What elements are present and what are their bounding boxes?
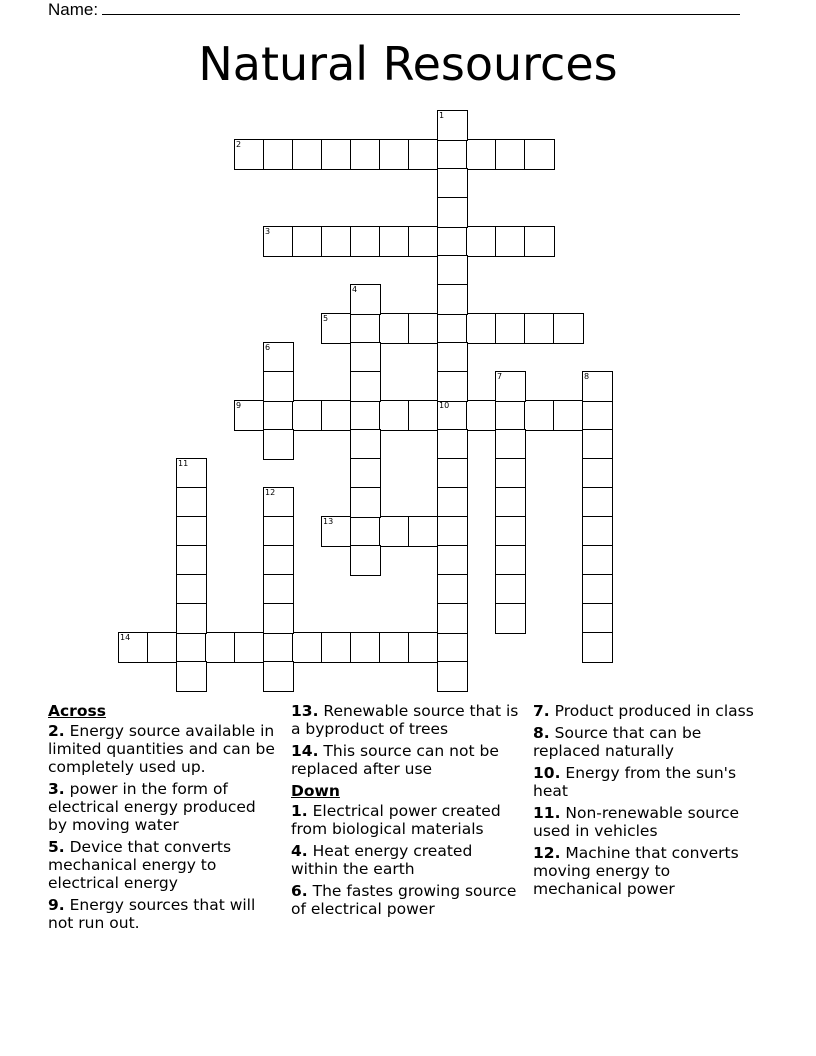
grid-cell[interactable]: [176, 632, 207, 663]
clue-number: 12.: [533, 844, 561, 862]
grid-cell[interactable]: [582, 603, 613, 634]
grid-cell[interactable]: [437, 342, 468, 373]
clue-number-label: 8: [584, 372, 590, 381]
grid-cell[interactable]: [495, 313, 526, 344]
grid-cell[interactable]: [350, 632, 381, 663]
grid-cell[interactable]: [437, 574, 468, 605]
grid-cell[interactable]: [495, 400, 526, 431]
grid-cell[interactable]: [437, 197, 468, 228]
clue-column-3: [533, 702, 763, 902]
grid-cell[interactable]: [379, 139, 410, 170]
clue-number: 10.: [533, 764, 561, 782]
clue-number-label: 9: [236, 401, 242, 410]
grid-cell[interactable]: [437, 168, 468, 199]
grid-cell[interactable]: [350, 400, 381, 431]
clue-number: 11.: [533, 804, 561, 822]
grid-cell[interactable]: [350, 313, 381, 344]
clue-text: This source can not be replaced after use: [291, 742, 499, 778]
grid-cell[interactable]: [437, 139, 468, 170]
clue-text: Non-renewable source used in vehicles: [533, 804, 740, 840]
clue-down-1: [291, 802, 521, 838]
grid-cell[interactable]: [495, 516, 526, 547]
clue-number-label: 7: [497, 372, 503, 381]
clue-number-label: 11: [178, 459, 189, 468]
grid-cell[interactable]: [263, 574, 294, 605]
grid-cell[interactable]: [176, 545, 207, 576]
clue-text: Machine that converts moving energy to mechanical power: [533, 844, 739, 898]
grid-cell[interactable]: [263, 400, 294, 431]
clue-number-label: 14: [120, 633, 131, 642]
grid-cell[interactable]: [437, 313, 468, 344]
clue-number: 3.: [48, 780, 65, 798]
grid-cell[interactable]: [350, 371, 381, 402]
grid-cell[interactable]: [495, 545, 526, 576]
grid-cell[interactable]: [176, 574, 207, 605]
clue-across-9: [48, 896, 278, 932]
clue-number-label: 4: [352, 285, 358, 294]
grid-cell[interactable]: [205, 632, 236, 663]
grid-cell[interactable]: [321, 139, 352, 170]
grid-cell[interactable]: [321, 226, 352, 257]
across-heading: Across: [48, 702, 106, 720]
grid-cell[interactable]: [292, 400, 323, 431]
grid-cell[interactable]: [582, 632, 613, 663]
clue-text: Product produced in class: [554, 702, 754, 720]
clue-number: 8.: [533, 724, 550, 742]
down-heading: Down: [291, 782, 340, 800]
grid-cell[interactable]: [495, 487, 526, 518]
grid-cell[interactable]: [379, 313, 410, 344]
clue-text: power in the form of electrical energy produced by moving water: [48, 780, 256, 834]
grid-cell[interactable]: [466, 400, 497, 431]
grid-cell[interactable]: [408, 313, 439, 344]
grid-cell[interactable]: [553, 313, 584, 344]
grid-cell[interactable]: [292, 226, 323, 257]
grid-cell[interactable]: [495, 429, 526, 460]
grid-cell[interactable]: [321, 400, 352, 431]
clue-across-14: [291, 742, 521, 778]
grid-cell[interactable]: [495, 139, 526, 170]
grid-cell[interactable]: [524, 139, 555, 170]
clue-text: Source that can be replaced naturally: [533, 724, 702, 760]
grid-cell[interactable]: [350, 139, 381, 170]
clue-text: Energy source available in limited quantities and can be completely used up.: [48, 722, 275, 776]
clue-number: 4.: [291, 842, 308, 860]
grid-cell[interactable]: [292, 139, 323, 170]
clue-number-label: 13: [323, 517, 334, 526]
clue-down-7: [533, 702, 763, 720]
grid-cell[interactable]: [350, 342, 381, 373]
grid-cell[interactable]: [524, 400, 555, 431]
clue-number-label: 1: [439, 111, 445, 120]
grid-cell[interactable]: [263, 632, 294, 663]
grid-cell[interactable]: [437, 284, 468, 315]
clue-number-label: 3: [265, 227, 271, 236]
grid-cell[interactable]: [495, 226, 526, 257]
grid-cell[interactable]: [350, 487, 381, 518]
grid-cell[interactable]: [466, 313, 497, 344]
grid-cell[interactable]: [263, 661, 294, 692]
grid-cell[interactable]: [350, 226, 381, 257]
clue-number: 6.: [291, 882, 308, 900]
grid-cell[interactable]: [437, 632, 468, 663]
clue-number-label: 2: [236, 140, 242, 149]
grid-cell[interactable]: [437, 458, 468, 489]
clue-text: Heat energy created within the earth: [291, 842, 473, 878]
clue-number: 13.: [291, 702, 319, 720]
grid-cell[interactable]: [176, 516, 207, 547]
grid-cell[interactable]: [176, 487, 207, 518]
grid-cell[interactable]: [437, 661, 468, 692]
clue-number: 1.: [291, 802, 308, 820]
clue-number: 9.: [48, 896, 65, 914]
puzzle-title: Natural Resources: [198, 37, 618, 91]
grid-cell[interactable]: [582, 400, 613, 431]
grid-cell[interactable]: [437, 545, 468, 576]
grid-cell[interactable]: [437, 429, 468, 460]
grid-cell[interactable]: [437, 603, 468, 634]
grid-cell[interactable]: [582, 574, 613, 605]
clue-column-2: [291, 702, 521, 922]
grid-cell[interactable]: [408, 632, 439, 663]
clue-across-13: [291, 702, 521, 738]
clue-number: 7.: [533, 702, 550, 720]
clue-text: Renewable source that is a byproduct of trees: [291, 702, 519, 738]
grid-cell[interactable]: [234, 632, 265, 663]
clue-down-11: [533, 804, 763, 840]
grid-cell[interactable]: [147, 632, 178, 663]
clue-down-4: [291, 842, 521, 878]
grid-cell[interactable]: [582, 458, 613, 489]
grid-cell[interactable]: [408, 400, 439, 431]
clue-text: Energy sources that will not run out.: [48, 896, 256, 932]
clue-down-8: [533, 724, 763, 760]
clue-text: Electrical power created from biological materials: [291, 802, 501, 838]
grid-cell[interactable]: [263, 516, 294, 547]
grid-cell[interactable]: [379, 226, 410, 257]
grid-cell[interactable]: [379, 516, 410, 547]
grid-cell[interactable]: [582, 545, 613, 576]
clue-down-12: [533, 844, 763, 898]
name-label: Name:: [48, 0, 99, 19]
clue-across-2: [48, 722, 278, 776]
grid-cell[interactable]: [263, 545, 294, 576]
clue-down-6: [291, 882, 521, 918]
grid-cell[interactable]: [437, 487, 468, 518]
grid-cell[interactable]: [408, 226, 439, 257]
grid-cell[interactable]: [379, 400, 410, 431]
grid-cell[interactable]: [263, 603, 294, 634]
clue-text: The fastes growing source of electrical power: [291, 882, 517, 918]
grid-cell[interactable]: [495, 603, 526, 634]
clue-number-label: 6: [265, 343, 271, 352]
grid-cell[interactable]: [524, 313, 555, 344]
grid-cell[interactable]: [495, 458, 526, 489]
clue-number-label: 5: [323, 314, 329, 323]
clue-column-1: [48, 702, 278, 936]
grid-cell[interactable]: [176, 661, 207, 692]
grid-cell[interactable]: [582, 487, 613, 518]
grid-cell[interactable]: [350, 429, 381, 460]
grid-cell[interactable]: [582, 516, 613, 547]
grid-cell[interactable]: [466, 139, 497, 170]
grid-cell[interactable]: [437, 371, 468, 402]
clue-across-5: [48, 838, 278, 892]
grid-cell[interactable]: [292, 632, 323, 663]
grid-cell[interactable]: [263, 139, 294, 170]
clue-down-10: [533, 764, 763, 800]
grid-cell[interactable]: [408, 516, 439, 547]
grid-cell[interactable]: [553, 400, 584, 431]
grid-cell[interactable]: [466, 226, 497, 257]
clue-text: Energy from the sun's heat: [533, 764, 737, 800]
grid-cell[interactable]: [437, 226, 468, 257]
clue-number-label: 12: [265, 488, 276, 497]
grid-cell[interactable]: [495, 574, 526, 605]
clue-number-label: 10: [439, 401, 450, 410]
grid-cell[interactable]: [524, 226, 555, 257]
grid-cell[interactable]: [379, 632, 410, 663]
grid-cell[interactable]: [437, 255, 468, 286]
grid-cell[interactable]: [263, 371, 294, 402]
grid-cell[interactable]: [321, 632, 352, 663]
clue-number: 2.: [48, 722, 65, 740]
clue-text: Device that converts mechanical energy to electrical energy: [48, 838, 232, 892]
grid-cell[interactable]: [408, 139, 439, 170]
clue-number: 14.: [291, 742, 319, 760]
grid-cell[interactable]: [263, 429, 294, 460]
grid-cell[interactable]: [350, 458, 381, 489]
grid-cell[interactable]: [582, 429, 613, 460]
clue-across-3: [48, 780, 278, 834]
grid-cell[interactable]: [176, 603, 207, 634]
clue-number: 5.: [48, 838, 65, 856]
grid-cell[interactable]: [350, 545, 381, 576]
grid-cell[interactable]: [350, 516, 381, 547]
grid-cell[interactable]: [437, 516, 468, 547]
